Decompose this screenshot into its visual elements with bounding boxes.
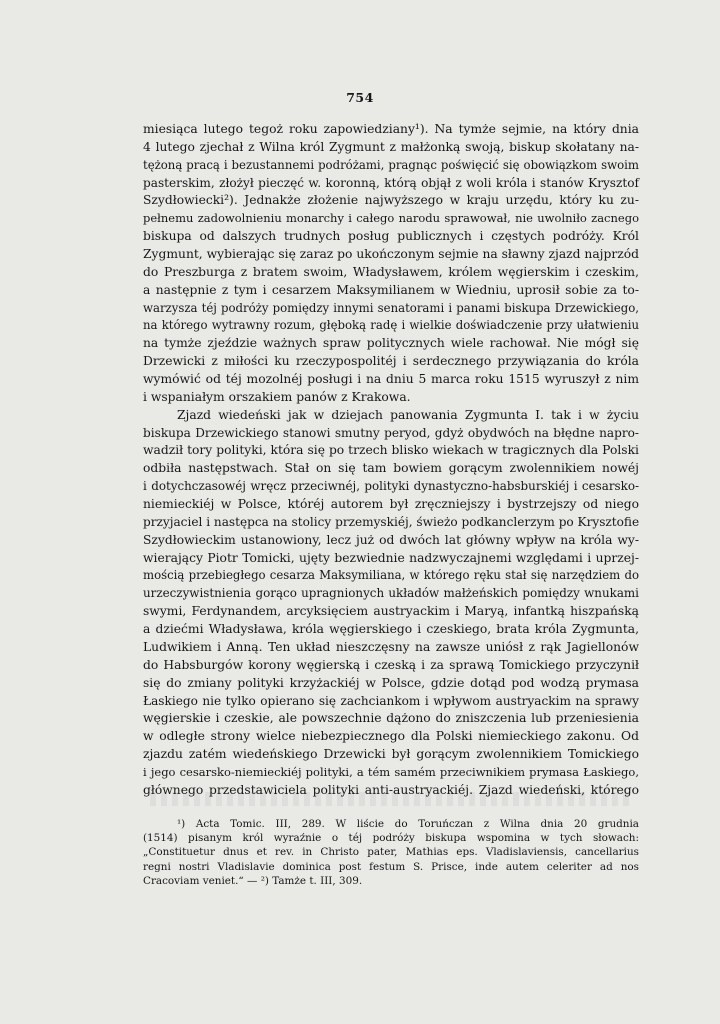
footnote-line: regni nostri Vladislavie dominica post festum S. Prisce, inde autem celeriter ad nos (143, 860, 639, 873)
text-line: głównego przedstawiciela polityki anti-austryackiéj. Zjazd wiedeński, którego (143, 782, 639, 797)
text-line: Ludwikiem i Anną. Ten układ nieszczęsny na zawsze uniósł z rąk Jagiellonów (143, 639, 639, 654)
text-line: mością przebiegłego cesarza Maksymiliana, w którego ręku stał się narzędziem do (143, 568, 639, 583)
text-line: 4 lutego zjechał z Wilna król Zygmunt z małżonką swoją, biskup skołatany na- (143, 139, 639, 154)
text-line: do Habsburgów korony węgierską i czeską i za sprawą Tomickiego przyczynił (143, 657, 639, 672)
footnote-line: ¹) Acta Tomic. III, 289. W liście do Toruńczan z Wilna dnia 20 grudnia (177, 818, 639, 830)
text-line: do Preszburga z bratem swoim, Władysławem, królem węgierskim i czeskim, (143, 264, 639, 279)
text-line: Łaskiego nie tylko opierano się zachciankom i wpływom austryackim na sprawy (143, 693, 639, 708)
text-line: na którego wytrawny rozum, głęboką radę i wielkie doświadczenie przy ułatwieniu (143, 318, 639, 333)
text-line: się do zmiany polityki krzyżackiéj w Polsce, gdzie dotąd pod wodzą prymasa (143, 675, 639, 690)
footnotes (143, 817, 639, 888)
footnote-line: (1514) pisanym król wyraźnie o téj podróży biskupa wspomina w tych słowach: (143, 832, 639, 845)
footnote-line: „Constituetur dnus et rev. in Christo pater, Mathias eps. Vladislaviensis, cancellarius (143, 846, 639, 859)
text-line: Zygmunt, wybierając się zaraz po ukończonym sejmie na sławny zjazd najprzód (143, 247, 639, 262)
text-line: wadził tory polityki, która się po trzech blisko wiekach w tragicznych dla Polski (143, 443, 639, 458)
text-line: pasterskim, złożył pieczęć w. koronną, którą objął z woli króla i stanów Krysztof (143, 175, 639, 190)
text-line: warzysza téj podróży pomiędzy innymi senatorami i panami biskupa Drzewickiego, (143, 300, 639, 315)
text-line: i dotychczasowéj wręcz przeciwnéj, polityki dynastyczno-habsburskiéj i cesarsko- (143, 479, 639, 494)
text-line: na tymże zjeździe ważnych spraw politycznych wiele rachował. Nie mógł się (143, 336, 639, 351)
text-line: węgierskie i czeskie, ale powszechnie dążono do zniszczenia lub przeniesienia (143, 711, 639, 726)
text-line: swymi, Ferdynandem, arcyksięciem austryackim i Maryą, infantką hiszpańską (143, 604, 639, 619)
text-line: w odległe strony wielce niebezpiecznego dla Polski niemieckiego zakonu. Od (143, 729, 639, 744)
text-line: Szydłowiecki²). Jednakże złożenie najwyższego w kraju urzędu, który ku zu- (143, 193, 639, 208)
text-line: urzeczywistnienia gorąco upragnionych układów małżeńskich pomiędzy wnukami (143, 586, 639, 601)
main-text (143, 121, 639, 800)
bleed-through (150, 792, 630, 806)
text-line: zjazdu zatém wiedeńskiego Drzewicki był gorącym zwolennikiem Tomickiego (143, 747, 639, 762)
text-line: a następnie z tym i cesarzem Maksymilianem w Wiedniu, uprosił sobie za to- (143, 282, 639, 297)
page-number: 754 (346, 90, 374, 105)
text-line: Szydłowieckim ustanowiony, lecz już od dwóch lat główny wpływ na króla wy- (143, 532, 639, 547)
text-line: a dziećmi Władysława, króla węgierskiego i czeskiego, brata króla Zygmunta, (143, 622, 639, 637)
text-line: pełnemu zadowolnieniu monarchy i całego narodu sprawował, nie uwolniło zacnego (143, 211, 639, 226)
text-line: i wspaniałym orszakiem panów z Krakowa. (143, 389, 411, 404)
text-line: biskupa od dalszych trudnych posług publicznych i częstych podróży. Król (143, 229, 639, 244)
text-line: i jego cesarsko-niemieckiéj polityki, a tém samém przeciwnikiem prymasa Łaskiego, (143, 764, 639, 779)
text-line: biskupa Drzewickiego stanowi smutny peryod, gdyż obydwóch na błędne napro- (143, 425, 639, 440)
text-line: niemieckiéj w Polsce, któréj autorem był zręczniejszy i bystrzejszy od niego (143, 497, 639, 512)
text-line: odbiła następstwach. Stał on się tam bowiem gorącym zwolennikiem nowéj (143, 461, 639, 476)
text-line: wierający Piotr Tomicki, ujęty bezwiednie nadzwyczajnemi względami i uprzej- (143, 550, 639, 565)
text-line: przyjaciel i następca na stolicy przemyskiéj, świeżo podkanclerzym po Krysztofie (143, 514, 640, 529)
text-line: Drzewicki z miłości ku rzeczypospolitéj i serdecznego przywiązania do króla (143, 354, 639, 369)
text-line: miesiąca lutego tegoż roku zapowiedziany¹). Na tymże sejmie, na który dnia (143, 122, 639, 136)
text-line: wymówić od téj mozolnéj posługi i na dniu 5 marca roku 1515 wyruszył z nim (143, 372, 639, 387)
text-line: Zjazd wiedeński jak w dziejach panowania Zygmunta I. tak i w życiu (177, 407, 639, 422)
footnote-line: Cracoviam veniet.“ — ²) Tamże t. III, 309. (143, 874, 363, 887)
text-line: tężoną pracą i bezustannemi podróżami, pragnąc poświęcić się obowiązkom swoim (143, 157, 639, 172)
